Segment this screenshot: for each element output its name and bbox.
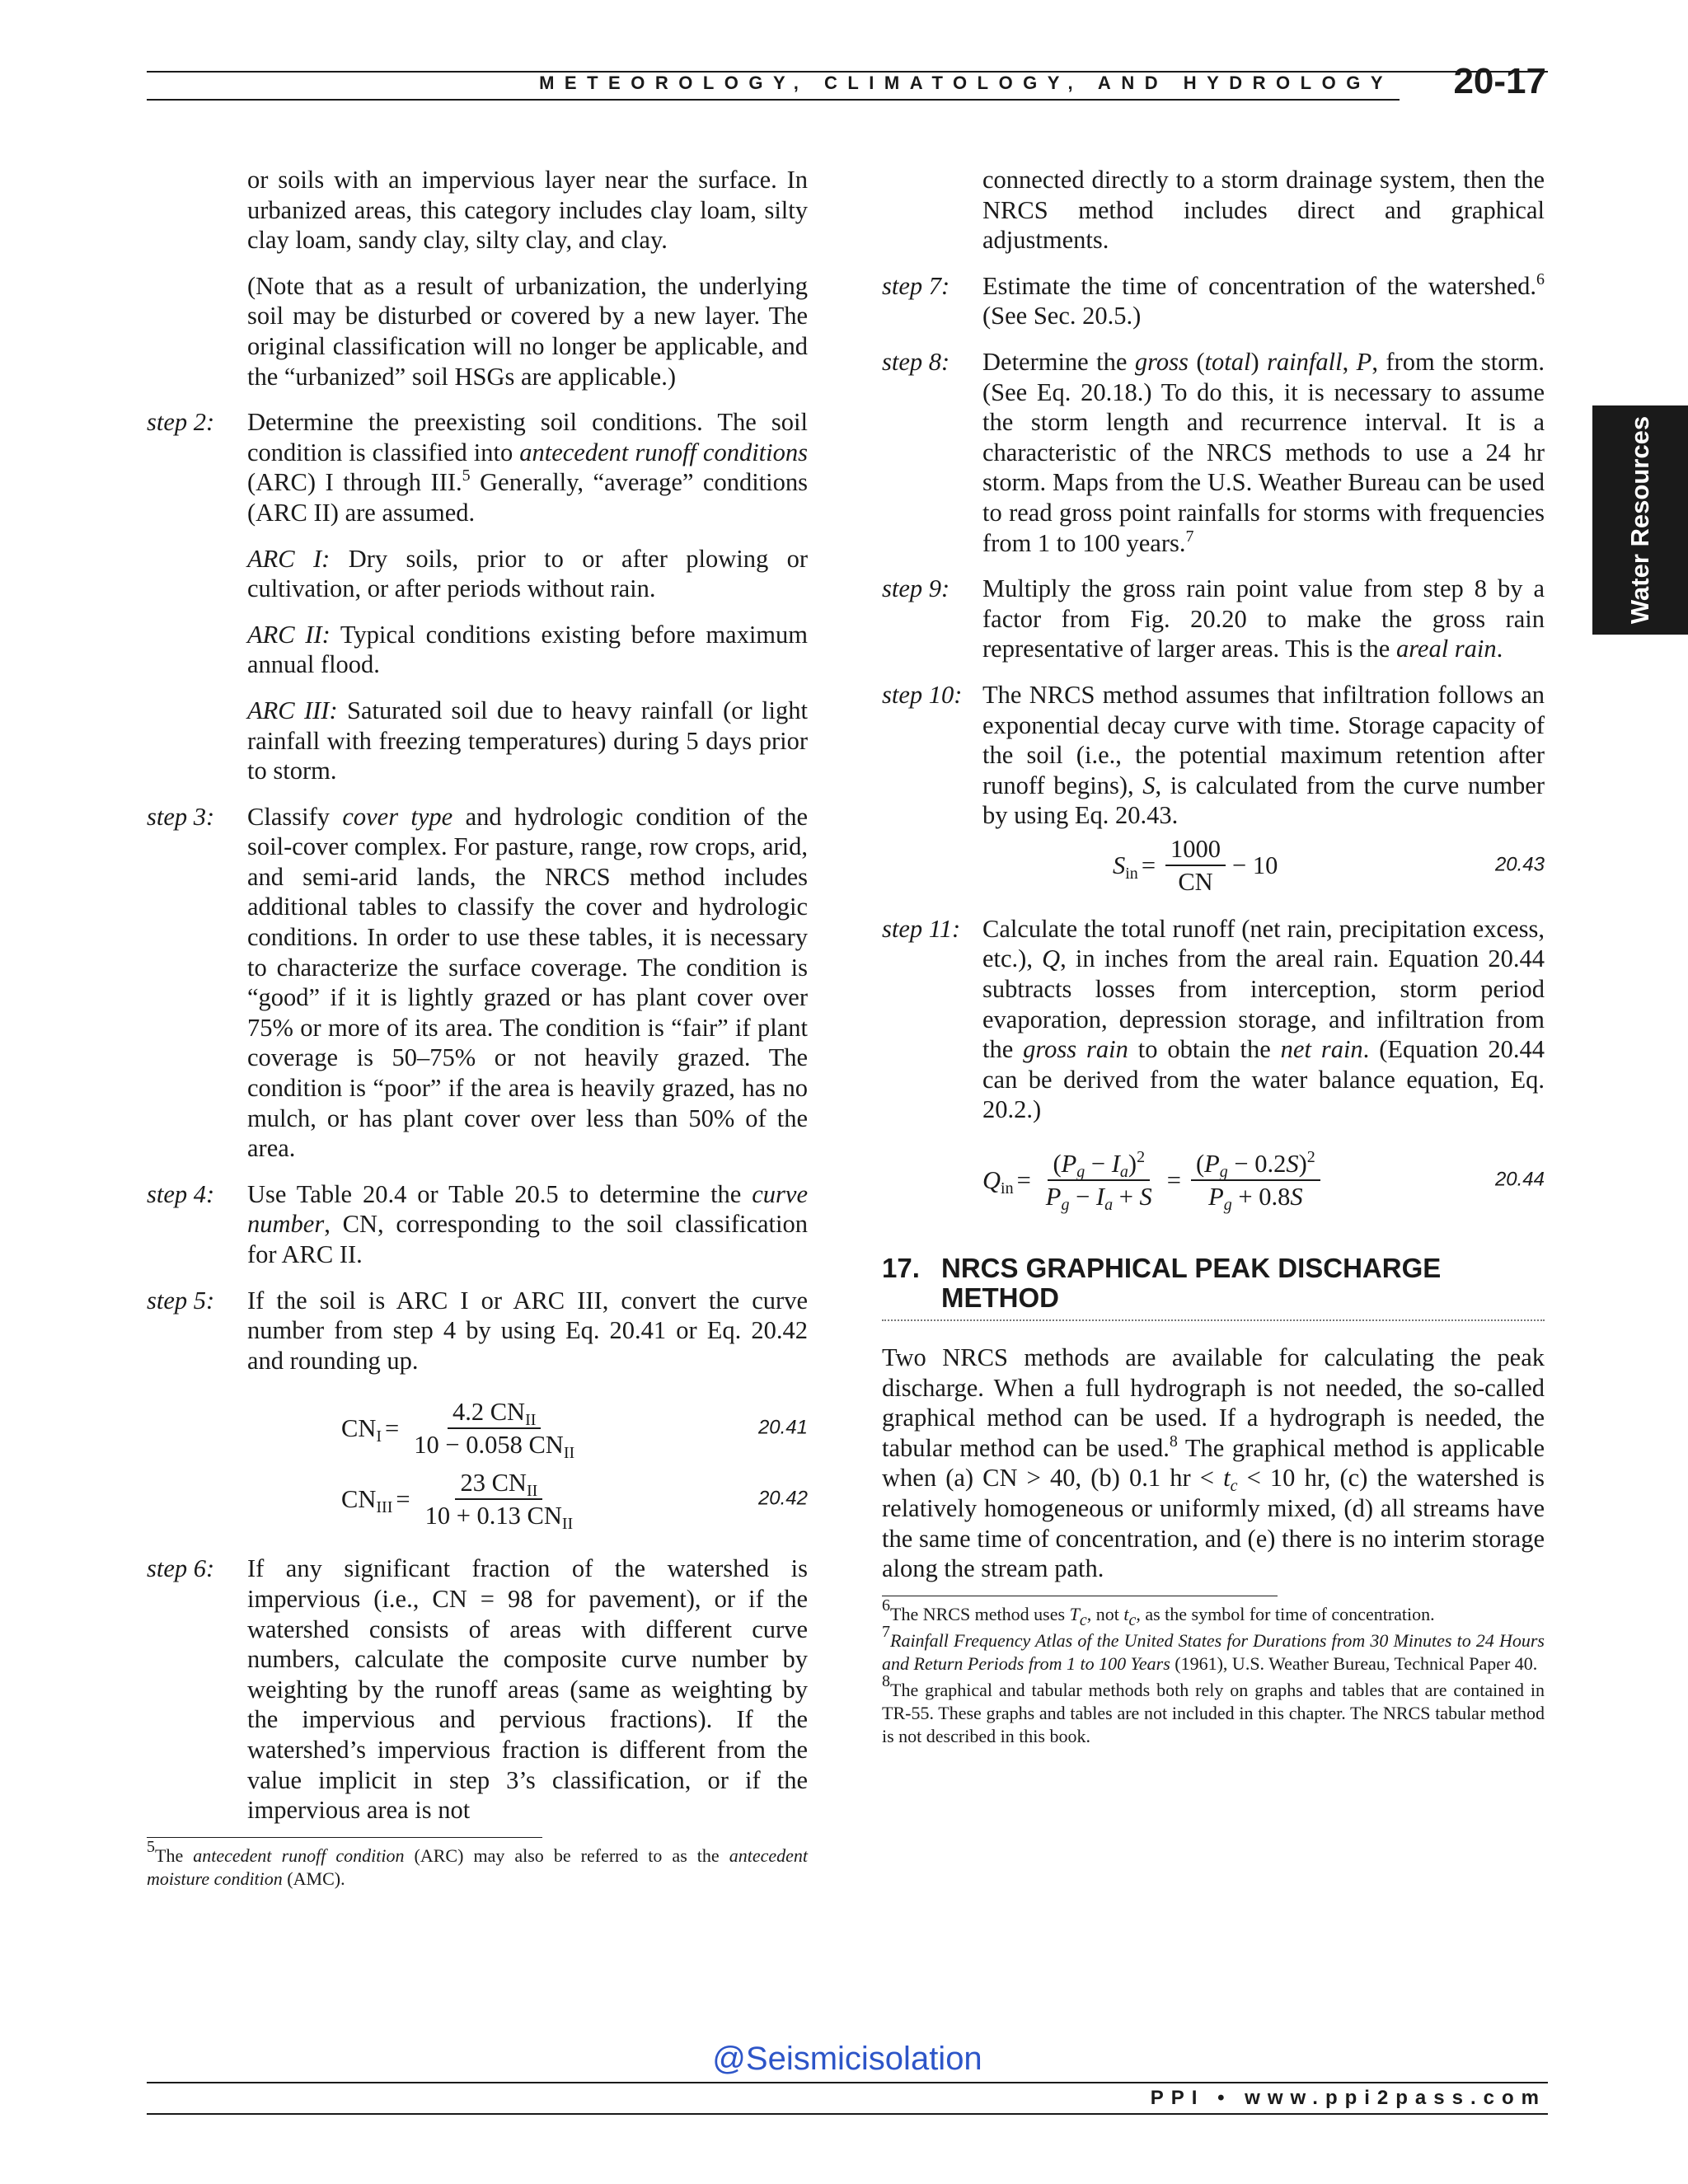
equation-20-44: $Q_{in}$ = $\frac{(P_g - I_a)^2}{P_g - I_a + S}$ = $\frac{(P_g - 0.2S)^2}{P_g + 0.8S}$ 20.44 bbox=[982, 1148, 1545, 1215]
paragraph: Two NRCS methods are available for calculating the peak discharge. When a full hydrograph is not needed, the so-called graphical method can be used. If a hydrograph is needed, the tabular method can be used.$^8$ The graphical method is applicable when (a) CN > 40, (b) 0.1 hr < $t_c < 10$ hr, (c) the watershed is relatively homogeneous or uniformly mixed, (d) all streams have the same time of concentration, and (e) there is no interim storage along the stream path. bbox=[882, 1343, 1545, 1583]
footer-rule-bottom bbox=[147, 2113, 1548, 2115]
page-number: 20-17 bbox=[1453, 61, 1546, 101]
equation-lhs: $S_{in}$ bbox=[1113, 851, 1138, 883]
equation-number: 20.43 bbox=[1494, 853, 1545, 876]
step-label: step 10: bbox=[882, 680, 963, 709]
equation-number: 20.44 bbox=[1494, 1168, 1545, 1191]
arc-1-definition: ARC I: Dry soils, prior to or after plowing or cultivation, or after periods without rain. bbox=[247, 544, 809, 603]
footnotes-right bbox=[882, 1596, 1545, 1748]
step-8 bbox=[882, 347, 1545, 558]
step-label: step 4: bbox=[147, 1179, 215, 1208]
step-label: step 8: bbox=[882, 347, 950, 376]
step-label: step 7: bbox=[882, 271, 950, 300]
step-label: step 3: bbox=[147, 802, 215, 831]
step-text: Determine the preexisting soil conditions. The soil condition is classified into antecedent runoff conditions (ARC) I through III.$^5$ Generally, “average” conditions (ARC II) are assumed. bbox=[247, 408, 808, 527]
equation-lhs: $Q_{in}$ bbox=[982, 1165, 1014, 1197]
step-6 bbox=[147, 1554, 808, 1825]
step-5 bbox=[147, 1286, 808, 1376]
footnote-6: $^6$The NRCS method uses $T_c$, not $t_c$, as the symbol for time of concentration. bbox=[882, 1596, 1435, 1629]
step-text: Calculate the total runoff (net rain, precipitation excess, etc.), Q, in inches from the areal rain. Equation 20.44 subtracts losses from interception, storm period evaporation, depression storage, and infiltration from the gross rain to obtain the net rain. (Equation 20.44 can be derived from the water balance equation, Eq. 20.2.) bbox=[982, 914, 1545, 1124]
equation-fraction: $\frac{(P_g - 0.2S)^2}{P_g + 0.8S}$ bbox=[1191, 1150, 1320, 1211]
equation-20-42: $CN_{III}$ = $\frac{23 CN_{II}}{10 + 0.13 CN_{II}}$ 20.42 bbox=[341, 1469, 808, 1534]
step-text: Determine the gross (total) rainfall, P, from the storm. (See Eq. 20.18.) To do this, it is necessary to assume the storm length and recurrence interval. It is a characteristic of the NRCS methods to use a 24 hr storm. Maps from the U.S. Weather Bureau can be used to read gross point rainfalls for storms with frequencies from 1 to 100 years.$^7$ bbox=[982, 347, 1545, 557]
step-10 bbox=[882, 680, 1545, 831]
footnote-8: $^8$The graphical and tabular methods both rely on graphs and tables that are contained in TR-55. These graphs and tables are not included in this chapter. The NRCS tabular method is not described in this book. bbox=[882, 1671, 1545, 1746]
equation-fraction: $\frac{(P_g - I_a)^2}{P_g - I_a + S}$ bbox=[1045, 1148, 1152, 1215]
equation-lhs: $CN_{III}$ bbox=[341, 1485, 393, 1517]
step-2 bbox=[147, 407, 808, 527]
step-9 bbox=[882, 574, 1545, 664]
chapter-side-tab[interactable] bbox=[1592, 405, 1688, 635]
section-heading bbox=[882, 1254, 1545, 1321]
equation-fraction: $\frac{1000}{CN}$ bbox=[1165, 835, 1226, 896]
footer-website[interactable]: PPI • www.ppi2pass.com bbox=[1150, 2087, 1546, 2109]
section-title: NRCS GRAPHICAL PEAK DISCHARGE METHOD bbox=[941, 1253, 1442, 1314]
step-7 bbox=[882, 271, 1545, 331]
step-text: If the soil is ARC I or ARC III, convert the curve number from step 4 by using Eq. 20.41 or Eq. 20.42 and rounding up. bbox=[247, 1286, 808, 1375]
footnote-5: $^5$The antecedent runoff condition (ARC) may also be referred to as the antecedent moisture condition (AMC). bbox=[147, 1837, 809, 1889]
equation-fraction: $\frac{4.2 CN_{II}}{10 - 0.058 CN_{II}}$ bbox=[414, 1398, 575, 1463]
side-tab-label: Water Resources bbox=[1625, 415, 1654, 625]
right-column bbox=[882, 165, 1545, 1751]
step-text: Estimate the time of concentration of the watershed.$^6$ (See Sec. 20.5.) bbox=[982, 269, 1545, 330]
step-text: Multiply the gross rain point value from step 8 by a factor from Fig. 20.20 to make the gross rain representative of larger areas. This is the areal rain. bbox=[982, 574, 1545, 663]
paragraph: or soils with an impervious layer near the surface. In urbanized areas, this category includes clay loam, silty clay loam, sandy clay, silty clay, and clay. bbox=[247, 166, 808, 255]
step-text: Use Table 20.4 or Table 20.5 to determine the curve number, CN, corresponding to the soil classification for ARC II. bbox=[247, 1179, 808, 1268]
equation-fraction: $\frac{23 CN_{II}}{10 + 0.13 CN_{II}}$ bbox=[424, 1469, 574, 1534]
step-label: step 6: bbox=[147, 1554, 215, 1583]
section-number: 17. bbox=[882, 1253, 920, 1284]
step-text: Classify cover type and hydrologic condition of the soil-cover complex. For pasture, range, row crops, arid, and semi-arid lands, the NRCS method includes additional tables to classify the cover and hydrologic conditions. In order to use these tables, it is necessary to characterize the surface coverage. The condition is “good” if it is lightly grazed or has plant cover over 75% or more of its area. The condition is “fair” if plant coverage is 50–75% or not heavily grazed. The condition is “poor” if the area is heavily grazed, has no mulch, or has plant cover over less than 50% of the area. bbox=[247, 802, 809, 1163]
watermark: @Seismicisolation bbox=[712, 2041, 982, 2077]
step-label: step 5: bbox=[147, 1286, 215, 1315]
footnote-7: $^7$Rainfall Frequency Atlas of the United States for Durations from 30 Minutes to 24 Hours and Return Periods from 1 to 100 Years (1961), U.S. Weather Bureau, Technical Paper 40. bbox=[882, 1622, 1545, 1674]
arc-3-definition: ARC III: Saturated soil due to heavy rainfall (or light rainfall with freezing temperatures) during 5 days prior to storm. bbox=[247, 696, 808, 785]
step-label: step 9: bbox=[882, 574, 950, 603]
footnote-rule bbox=[147, 1837, 542, 1838]
paragraph: connected directly to a storm drainage system, then the NRCS method includes direct and graphical adjustments. bbox=[982, 166, 1545, 255]
step-label: step 2: bbox=[147, 408, 215, 437]
step-label: step 11: bbox=[882, 914, 961, 943]
equation-lhs: $CN_I$ bbox=[341, 1414, 382, 1446]
step-11 bbox=[882, 914, 1545, 1125]
footnotes-left bbox=[147, 1837, 808, 1891]
running-header: METEOROLOGY, CLIMATOLOGY, AND HYDROLOGY bbox=[539, 73, 1393, 93]
step-4 bbox=[147, 1179, 808, 1270]
paragraph: (Note that as a result of urbanization, the underlying soil may be disturbed or covered by a new layer. The original classification will no longer be applicable, and the “urbanized” soil HSGs are applicable.) bbox=[247, 271, 808, 391]
equation-number: 20.41 bbox=[757, 1417, 808, 1440]
step-text: The NRCS method assumes that infiltration follows an exponential decay curve with time. Storage capacity of the soil (i.e., the potential maximum retention after runoff begins), S, is calculated from the curve number by using Eq. 20.43. bbox=[982, 680, 1545, 830]
equation-20-41: $CN_I$ = $\frac{4.2 CN_{II}}{10 - 0.058 CN_{II}}$ 20.41 bbox=[341, 1398, 808, 1463]
left-column bbox=[147, 165, 808, 1894]
equation-number: 20.42 bbox=[757, 1488, 808, 1511]
arc-2-definition: ARC II: Typical conditions existing before maximum annual flood. bbox=[247, 620, 808, 679]
header-rule-bottom bbox=[147, 99, 1400, 101]
step-text: If any significant fraction of the watershed is impervious (i.e., CN = 98 for pavement), or if the watershed consists of areas with different curve numbers, calculate the composite curve number by weighting by the runoff areas (same as weighting by the impervious and pervious fractions). If the watershed’s impervious fraction is different from the value implicit in step 3’s classification, or if the impervious area is not bbox=[247, 1554, 808, 1825]
footer-rule-top bbox=[147, 2082, 1548, 2083]
step-3 bbox=[147, 802, 808, 1164]
equation-20-43: $S_{in}$ = $\frac{1000}{CN}$ − 10 20.43 bbox=[1113, 834, 1545, 896]
